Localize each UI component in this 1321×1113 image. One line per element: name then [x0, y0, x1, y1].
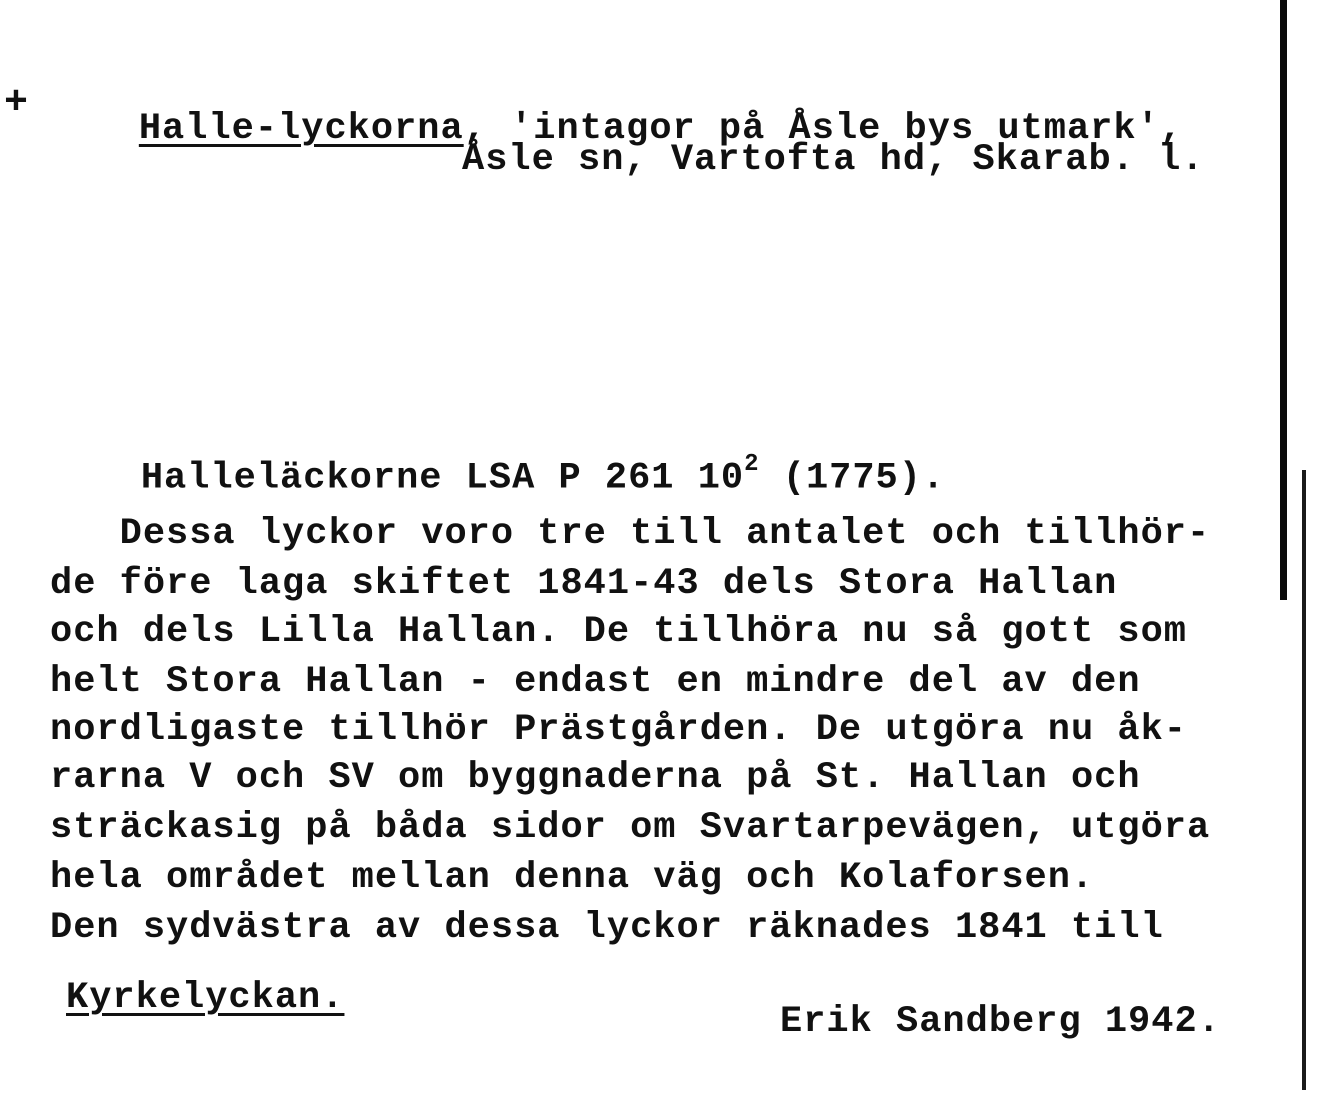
source-superscript: 2 — [744, 451, 760, 478]
body-line: Den sydvästra av dessa lyckor räknades 1841 till — [50, 907, 1164, 949]
card-edge-line-lower — [1302, 470, 1306, 1090]
card-edge-line — [1280, 0, 1287, 600]
body-line: de före laga skiftet 1841-43 dels Stora Hallan — [50, 563, 1118, 605]
source-year: (1775). — [759, 457, 946, 500]
entry-location: Åsle sn, Vartofta hd, Skarab. l. — [462, 139, 1205, 181]
final-place-name: Kyrkelyckan. — [66, 977, 345, 1019]
body-line: sträckasig på båda sidor om Svartarpevägen, utgöra — [50, 807, 1211, 849]
body-line: rarna V och SV om byggnaderna på St. Hallan och — [50, 757, 1141, 799]
cross-mark: + — [4, 81, 29, 126]
body-line: helt Stora Hallan - endast en mindre del av den — [50, 661, 1141, 703]
body-line: och dels Lilla Hallan. De tillhöra nu så gott som — [50, 611, 1187, 653]
source-text: Halleläckorne LSA P 261 10 — [140, 457, 745, 500]
entry-name: Halle-lyckorna — [138, 108, 464, 150]
signature: Erik Sandberg 1942. — [780, 1001, 1221, 1043]
entry-description: , 'intagor på Åsle bys utmark', — [463, 108, 1183, 150]
body-line: Dessa lyckor voro tre till antalet och tillhör- — [50, 513, 1211, 555]
body-line: nordligaste tillhör Prästgården. De utgöra nu åk- — [50, 709, 1187, 751]
body-line: hela området mellan denna väg och Kolaforsen. — [50, 857, 1095, 899]
